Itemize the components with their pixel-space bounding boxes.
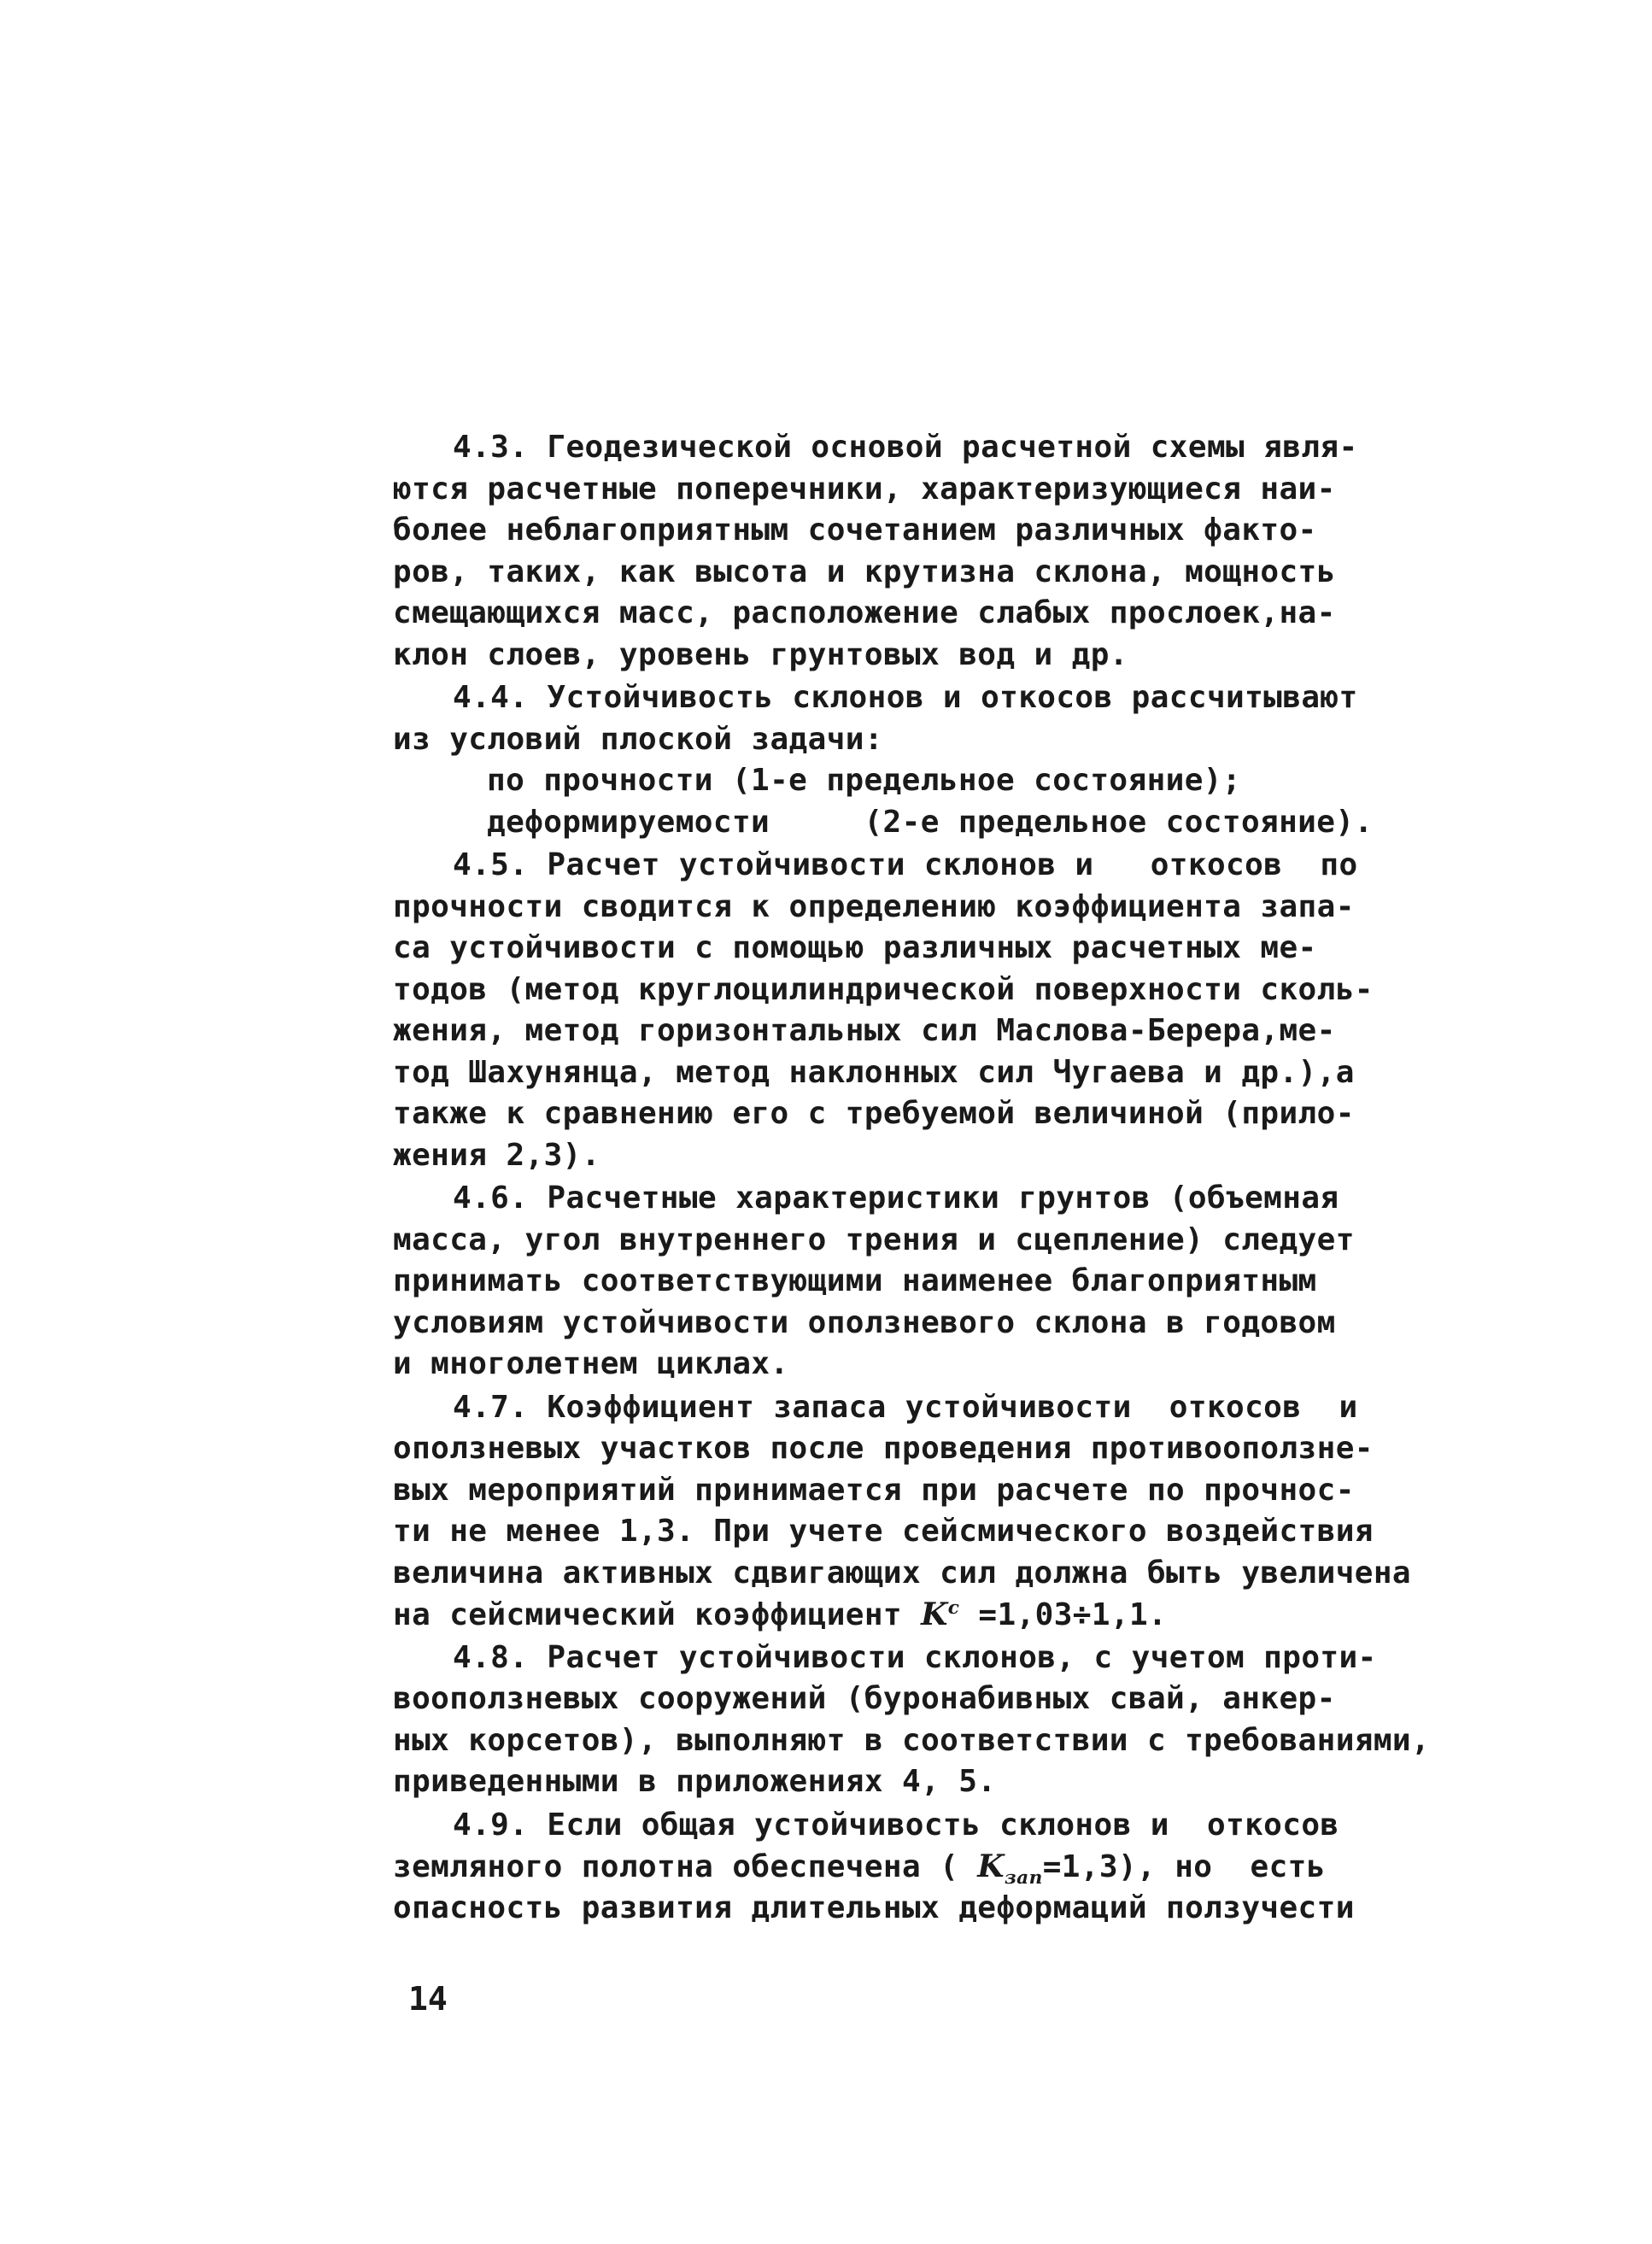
text-line: клон слоев, уровень грунтовых вод и др. — [393, 636, 1128, 672]
text-line: условиям устойчивости оползневого склона в годовом — [393, 1304, 1336, 1340]
text-line-with-formula — [393, 1594, 1473, 1636]
text-line: по прочности (1-е предельное состояние); — [487, 763, 1241, 798]
text-line: смещающихся масс, расположение слабых прослоек,на- — [393, 595, 1336, 630]
text-line: прочности сводится к определению коэффициента запа- — [393, 888, 1355, 924]
text-line: 4.9. Если общая устойчивость склонов и откосов — [453, 1807, 1339, 1843]
text-line: тодов (метод круглоцилиндрической поверхности сколь- — [393, 971, 1374, 1007]
text-line: жения 2,3). — [393, 1137, 600, 1173]
safety-factor-value: =1,3), — [1042, 1849, 1157, 1884]
text-line: величина активных сдвигающих сил должна быть увеличена — [393, 1555, 1411, 1591]
text-line: 4.7. Коэффициент запаса устойчивости откосов и — [453, 1389, 1358, 1425]
text-line: са устойчивости с помощью различных расчетных ме- — [393, 930, 1317, 965]
text-line: опасность развития длительных деформаций ползучести — [393, 1890, 1355, 1925]
text-fragment: но есть — [1175, 1849, 1326, 1884]
text-line: также к сравнению его с требуемой величиной (прило- — [393, 1096, 1355, 1131]
text-fragment: на сейсмический коэффициент — [393, 1597, 902, 1632]
text-line: 4.8. Расчет устойчивости склонов, с учетом проти- — [453, 1639, 1377, 1675]
text-line: из условий плоской задачи: — [393, 721, 883, 757]
page-number: 14 — [408, 1980, 448, 2018]
text-line: деформируемости (2-е предельное состояние). — [487, 804, 1374, 840]
text-line: 4.3. Геодезической основой расчетной схемы явля- — [453, 430, 1358, 465]
text-line: тод Шахунянца, метод наклонных сил Чугаева и др.),а — [393, 1054, 1355, 1090]
text-line-with-formula — [393, 1846, 1473, 1888]
text-line: вооползневых сооружений (буронабивных свай, анкер- — [393, 1681, 1336, 1716]
text-line: и многолетнем циклах. — [393, 1346, 789, 1381]
body-text — [393, 427, 1473, 1929]
text-line: приведенными в приложениях 4, 5. — [393, 1764, 997, 1799]
text-line: ются расчетные поперечники, характеризующиеся наи- — [393, 471, 1336, 507]
text-line: жения, метод горизонтальных сил Маслова-Берера,ме- — [393, 1013, 1336, 1048]
text-line: оползневых участков после проведения противооползне- — [393, 1431, 1374, 1466]
text-line: ных корсетов), выполняют в соответствии с требованиями, — [393, 1722, 1431, 1758]
text-line: ров, таких, как высота и крутизна склона, мощность — [393, 554, 1336, 589]
text-line: 4.5. Расчет устойчивости склонов и откосов по — [453, 847, 1358, 882]
text-line: ти не менее 1,3. При учете сейсмического воздействия — [393, 1514, 1374, 1549]
text-line: масса, угол внутреннего трения и сцепление) следует — [393, 1222, 1355, 1257]
safety-factor-symbol: $K_{зап}$ — [977, 1849, 1043, 1890]
text-fragment: земляного полотна обеспечена ( — [393, 1849, 959, 1884]
seismic-coefficient-value: =1,03÷1,1. — [978, 1597, 1168, 1632]
seismic-coefficient-symbol: $K^c$ — [921, 1597, 960, 1632]
text-line: более неблагоприятным сочетанием различных факто- — [393, 513, 1317, 548]
text-line: принимать соответствующими наименее благоприятным — [393, 1263, 1317, 1298]
text-line: 4.4. Устойчивость склонов и откосов рассчитывают — [453, 680, 1358, 715]
text-line: 4.6. Расчетные характеристики грунтов (объемная — [453, 1181, 1339, 1216]
text-line: вых мероприятий принимается при расчете по прочнос- — [393, 1472, 1355, 1508]
